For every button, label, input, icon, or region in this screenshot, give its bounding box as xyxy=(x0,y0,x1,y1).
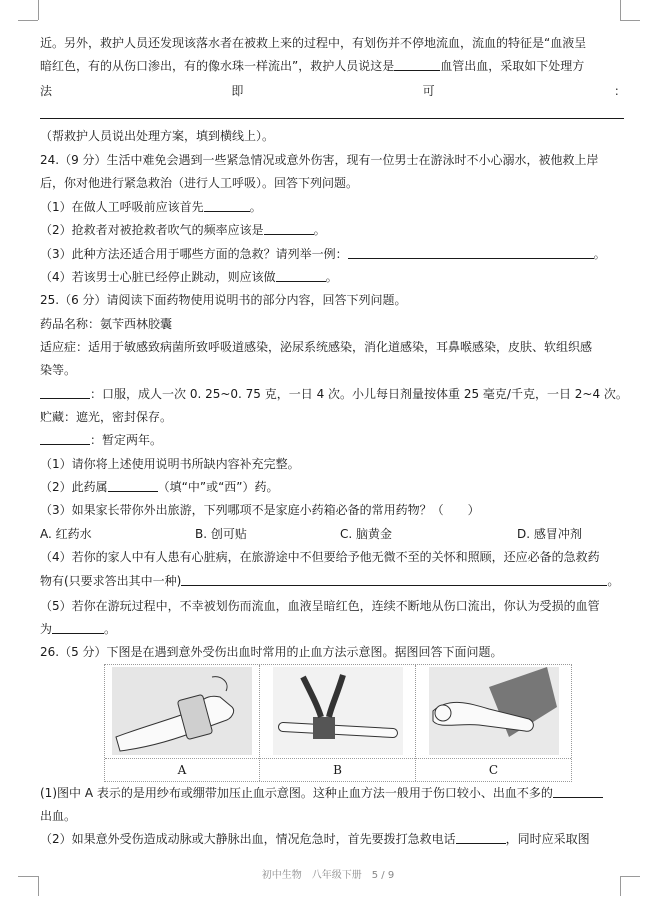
question-text: （1）请你将上述使用说明书所缺内容补充完整。 xyxy=(40,457,300,471)
answer-blank[interactable] xyxy=(264,222,314,235)
question-text: 。 xyxy=(104,622,117,636)
question-text: 26.（5 分）下图是在遇到意外受伤出血时常用的止血方法示意图。据图回答下面问题。 xyxy=(40,645,503,659)
figure-panel-b xyxy=(260,665,416,781)
text-line xyxy=(40,57,626,75)
question-25-3 xyxy=(40,501,626,519)
paragraph-text: 暗红色，有的从伤口渗出，有的像水珠一样流出”，救护人员说这是 xyxy=(40,59,395,73)
question-24-stem xyxy=(40,151,626,169)
text-line xyxy=(40,127,626,145)
figure-panel-a xyxy=(105,665,260,781)
spread-char: ： xyxy=(613,84,626,98)
answer-blank[interactable] xyxy=(276,269,326,282)
usage-line xyxy=(40,385,626,403)
question-text: 出血。 xyxy=(40,809,77,823)
drug-name-line xyxy=(40,315,626,333)
options-line xyxy=(40,525,626,543)
question-text: 24.（9 分）生活中难免会遇到一些紧急情况或意外伤害，现有一位男士在游泳时不小心溺水，被他救上岸 xyxy=(40,153,599,167)
question-text: (1)图中 A 表示的是用纱布或绷带加压止血示意图。这种止血方法一般用于伤口较小、出血不多的 xyxy=(40,786,553,800)
option-c[interactable]: C. 脑黄金 xyxy=(340,527,393,541)
answer-blank[interactable] xyxy=(40,386,90,399)
spread-char: 法 xyxy=(40,84,53,98)
question-25-5 xyxy=(40,597,626,615)
text-line xyxy=(40,807,626,825)
question-26-stem xyxy=(40,643,626,661)
spread-char: 即 xyxy=(231,84,244,98)
tourniquet-illustration xyxy=(273,667,403,755)
page-footer: 初中生物 八年级下册 5 / 9 xyxy=(261,870,395,881)
crop-mark-top-right-v xyxy=(620,0,621,20)
question-text: （3）如果家长带你外出旅游，下列哪项不是家庭小药箱必备的常用药物？（ ） xyxy=(40,503,480,517)
figure-caption-a: A xyxy=(105,758,259,781)
question-text: 25.（6 分）请阅读下面药物使用说明书的部分内容，回答下列问题。 xyxy=(40,293,407,307)
figure-caption-b: B xyxy=(260,758,415,781)
question-text: 。 xyxy=(249,200,262,214)
option-d[interactable]: D. 感冒冲剂 xyxy=(517,527,582,541)
answer-blank[interactable] xyxy=(348,246,594,259)
question-text: 。 xyxy=(607,574,620,588)
storage-line xyxy=(40,408,626,426)
crop-mark-top-right-h xyxy=(620,20,640,21)
question-26-1 xyxy=(40,784,626,802)
crop-mark-top-left-h xyxy=(18,20,38,21)
answer-blank[interactable] xyxy=(204,199,250,212)
question-25-stem xyxy=(40,291,626,309)
question-text: （4）若你的家人中有人患有心脏病，在旅游途中不但要给予他无微不至的关怀和照顾，还应必备的急救药 xyxy=(40,550,600,564)
question-text: 。 xyxy=(313,223,326,237)
validity-text: ：暂定两年。 xyxy=(90,433,163,447)
indication-text: 适应症：适用于敏感致病菌所致呼吸道感染，泌尿系统感染，消化道感染，耳鼻喉感染，皮肤、软组织感 xyxy=(40,340,593,354)
indication-line xyxy=(40,338,626,356)
question-24-4 xyxy=(40,268,626,286)
question-text: （填“中”或“西”）药。 xyxy=(157,480,279,494)
answer-blank[interactable] xyxy=(40,432,90,445)
bandage-illustration xyxy=(112,667,252,755)
figure-panel-c xyxy=(416,665,571,781)
question-text: （4）若该男士心脏已经停止跳动，则应该做 xyxy=(40,270,276,284)
storage-text: 贮藏：遮光，密封保存。 xyxy=(40,410,173,424)
paragraph-text: 后，你对他进行紧急救治（进行人工呼吸）。回答下列问题。 xyxy=(40,176,359,190)
question-text: （3）此种方法还适合用于哪些方面的急救？请列举一例： xyxy=(40,247,348,261)
option-a[interactable]: A. 红药水 xyxy=(40,527,92,541)
question-text: （5）若你在游玩过程中，不幸被划伤而流血，血液呈暗红色，连续不断地从伤口流出，你认为受损的血管 xyxy=(40,599,600,613)
answer-blank[interactable] xyxy=(181,573,607,586)
question-24-2 xyxy=(40,221,626,239)
indication-text: 染等。 xyxy=(40,363,77,377)
answer-blank[interactable] xyxy=(52,621,104,634)
spread-char: 可 xyxy=(422,84,435,98)
question-text: （1）在做人工呼吸前应该首先 xyxy=(40,200,204,214)
answer-blank[interactable] xyxy=(394,58,440,71)
paragraph-text: 近。另外，救护人员还发现该落水者在被救上来的过程中，有划伤并不停地流血，流血的特征是“血液呈 xyxy=(40,36,587,50)
text-line xyxy=(40,34,626,52)
question-text: 物有(只要求答出其中一种) xyxy=(40,574,182,588)
crop-mark-top-left-v xyxy=(38,0,39,20)
question-text: （2）抢救者对被抢救者吹气的频率应该是 xyxy=(40,223,264,237)
question-text: ，同时应采取图 xyxy=(505,832,590,846)
answer-line[interactable] xyxy=(40,118,624,119)
hemostasis-figure xyxy=(104,664,572,782)
answer-blank[interactable] xyxy=(456,831,506,844)
finger-pressure-illustration xyxy=(429,667,559,755)
option-b[interactable]: B. 创可贴 xyxy=(195,527,247,541)
question-25-4 xyxy=(40,548,626,566)
question-24-3 xyxy=(40,245,626,263)
question-26-2 xyxy=(40,830,626,848)
answer-blank[interactable] xyxy=(108,479,158,492)
validity-line xyxy=(40,431,626,449)
question-24-1 xyxy=(40,198,626,216)
usage-text: ：口服，成人一次 0. 25~0. 75 克，一日 4 次。小儿每日剂量按体重 25 毫克/千克，一日 2~4 次。 xyxy=(90,387,628,401)
answer-blank[interactable] xyxy=(553,785,603,798)
spread-text-line xyxy=(40,82,626,100)
question-25-1 xyxy=(40,455,626,473)
paragraph-text: 血管出血，采取如下处理方 xyxy=(440,59,585,73)
drug-name: 药品名称：氨苄西林胶囊 xyxy=(40,317,173,331)
paragraph-text: （帮救护人员说出处理方案，填到横线上）。 xyxy=(40,129,275,143)
figure-caption-c: C xyxy=(416,758,571,781)
text-line xyxy=(40,174,626,192)
text-line xyxy=(40,361,626,379)
text-line xyxy=(40,572,626,590)
text-line xyxy=(40,620,626,638)
question-text: 。 xyxy=(593,247,606,261)
question-text: 。 xyxy=(325,270,338,284)
question-text: （2）如果意外受伤造成动脉或大静脉出血，情况危急时，首先要拨打急救电话 xyxy=(40,832,456,846)
question-text: 为 xyxy=(40,622,53,636)
question-25-2 xyxy=(40,478,626,496)
question-text: （2）此药属 xyxy=(40,480,108,494)
